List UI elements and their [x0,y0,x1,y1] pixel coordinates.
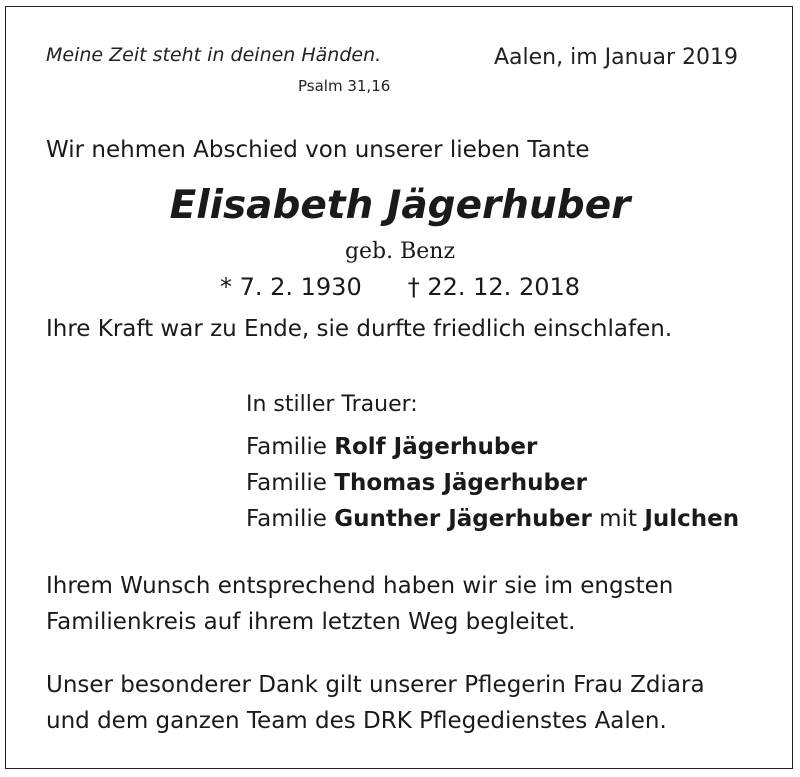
family-name: Gunther Jägerhuber [334,506,592,532]
birth-name: geb. Benz [344,239,456,264]
family-line [246,506,739,532]
death-date: † 22. 12. 2018 [407,273,581,301]
thanks-line: und dem ganzen Team des DRK Pflegedienstes Aalen. [46,708,667,734]
wish-line: Familienkreis auf ihrem letzten Weg begleitet. [46,609,576,635]
thanks-line: Unser besonderer Dank gilt unserer Pflegerin Frau Zdiara [46,672,705,698]
motto-source: Psalm 31,16 [298,77,391,95]
strength-text: Ihre Kraft war zu Ende, sie durfte friedlich einschlafen. [46,316,673,342]
mourning-heading: In stiller Trauer: [246,392,418,417]
family-extra-name: Julchen [644,506,740,532]
family-name: Rolf Jägerhuber [334,434,538,460]
birth-date: * 7. 2. 1930 [219,273,362,301]
family-line [246,434,537,460]
family-prefix: Familie [246,506,327,532]
motto-quote: Meine Zeit steht in deinen Händen. [46,44,382,66]
deceased-name: Elisabeth Jägerhuber [169,183,631,228]
obituary-border [5,6,793,769]
wish-line: Ihrem Wunsch entsprechend haben wir sie im engsten [46,573,674,599]
place-date: Aalen, im Januar 2019 [494,45,739,70]
family-line [246,470,587,496]
life-dates [0,273,800,301]
intro-text: Wir nehmen Abschied von unserer lieben Tante [46,137,590,163]
family-prefix: Familie [246,470,327,496]
wish-paragraph [46,568,766,640]
family-connector: mit [599,506,637,532]
family-name: Thomas Jägerhuber [334,470,587,496]
family-prefix: Familie [246,434,327,460]
thanks-paragraph [46,667,766,739]
